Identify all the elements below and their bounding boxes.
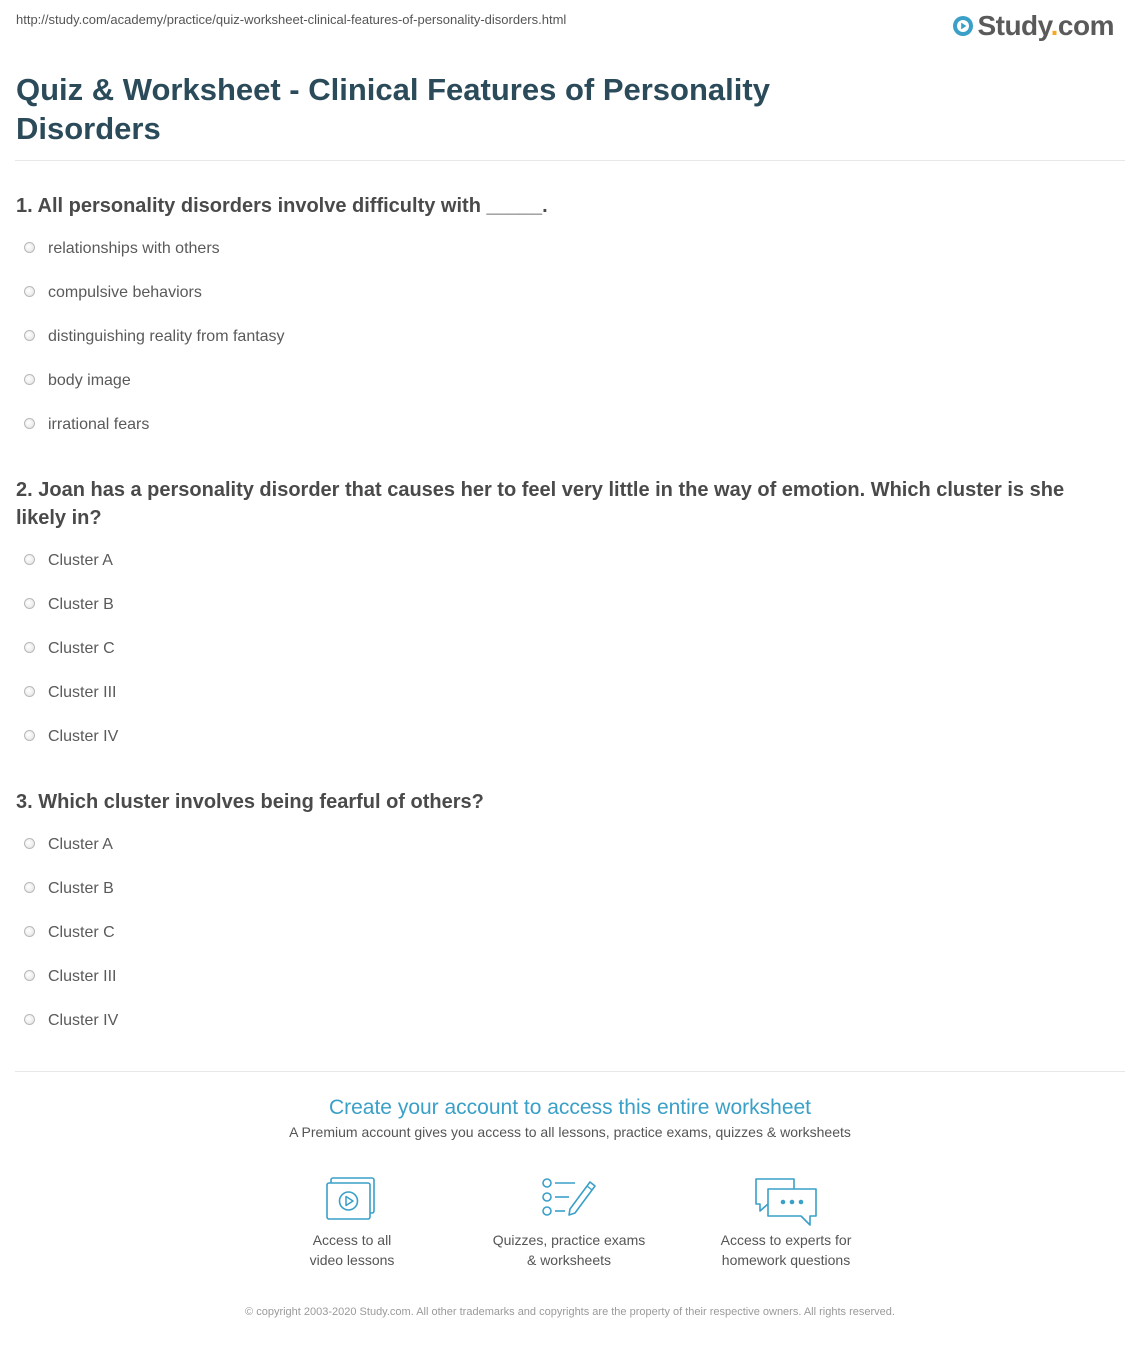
question-2 [16,476,1116,759]
answer-label: Cluster C [48,924,115,941]
answer-options [16,539,1116,759]
radio-button[interactable] [24,242,35,253]
answer-label: relationships with others [48,240,220,257]
answer-label: Cluster A [48,836,113,853]
title-divider [15,160,1125,161]
answer-option[interactable] [16,583,1116,627]
radio-button[interactable] [24,838,35,849]
answer-label: Cluster C [48,640,115,657]
copyright-footer [0,1304,1140,1321]
radio-button[interactable] [24,598,35,609]
question-text: 2. Joan has a personality disorder that causes her to feel very little in the way of emotion. Which cluster is she likely in? [16,479,1065,529]
answer-label: Cluster III [48,968,117,985]
answer-option[interactable] [16,315,1116,359]
answer-option[interactable] [16,227,1116,271]
answer-label: Cluster IV [48,1012,119,1029]
answer-option[interactable] [16,627,1116,671]
feature-label: Access to all video lessons [309,1232,395,1268]
answer-label: Cluster IV [48,728,119,745]
section-divider [15,1071,1125,1072]
feature-experts [686,1176,886,1270]
quiz-list-icon [541,1176,597,1222]
radio-button[interactable] [24,554,35,565]
play-logo-icon [952,15,974,37]
cta-link[interactable]: Create your account to access this entire worksheet [328,1096,812,1119]
chat-bubbles-icon [754,1176,818,1228]
radio-button[interactable] [24,286,35,297]
radio-button[interactable] [24,882,35,893]
feature-label: Quizzes, practice exams & worksheets [492,1232,646,1268]
copyright-text: © copyright 2003-2020 Study.com. All other trademarks and copyrights are the property of their respective owners. All rights reserved. [245,1306,895,1318]
radio-button[interactable] [24,642,35,653]
radio-button[interactable] [24,374,35,385]
answer-option[interactable] [16,271,1116,315]
radio-button[interactable] [24,330,35,341]
answer-label: body image [48,372,131,389]
question-3 [16,788,1116,1043]
page-title: Quiz & Worksheet - Clinical Features of Personality Disorders [16,72,770,146]
signup-cta [0,1094,1140,1140]
answer-option[interactable] [16,911,1116,955]
radio-button[interactable] [24,418,35,429]
answer-option[interactable] [16,955,1116,999]
feature-label: Access to experts for homework questions [720,1232,852,1268]
question-1 [16,192,1116,447]
answer-option[interactable] [16,359,1116,403]
question-text: 1. All personality disorders involve difficulty with _____. [16,195,548,217]
answer-options [16,823,1116,1043]
answer-option[interactable] [16,999,1116,1043]
answer-option[interactable] [16,539,1116,583]
study-logo[interactable] [952,8,1114,44]
answer-options [16,227,1116,447]
answer-label: compulsive behaviors [48,284,202,301]
answer-option[interactable] [16,671,1116,715]
answer-label: Cluster B [48,880,114,897]
answer-label: Cluster B [48,596,114,613]
radio-button[interactable] [24,1014,35,1025]
page-url: http://study.com/academy/practice/quiz-worksheet-clinical-features-of-personality-disorders.html [16,12,567,27]
logo-text: Study.com [977,10,1114,41]
answer-label: irrational fears [48,416,150,433]
answer-label: Cluster A [48,552,113,569]
radio-button[interactable] [24,970,35,981]
answer-option[interactable] [16,403,1116,447]
radio-button[interactable] [24,926,35,937]
radio-button[interactable] [24,686,35,697]
feature-quizzes [469,1176,669,1270]
video-icon [326,1176,378,1222]
radio-button[interactable] [24,730,35,741]
cta-subtitle: A Premium account gives you access to all lessons, practice exams, quizzes & worksheets [289,1124,851,1140]
question-text: 3. Which cluster involves being fearful of others? [16,791,484,813]
answer-option[interactable] [16,867,1116,911]
answer-option[interactable] [16,823,1116,867]
answer-option[interactable] [16,715,1116,759]
answer-label: Cluster III [48,684,117,701]
answer-label: distinguishing reality from fantasy [48,328,285,345]
feature-video-lessons [252,1176,452,1270]
